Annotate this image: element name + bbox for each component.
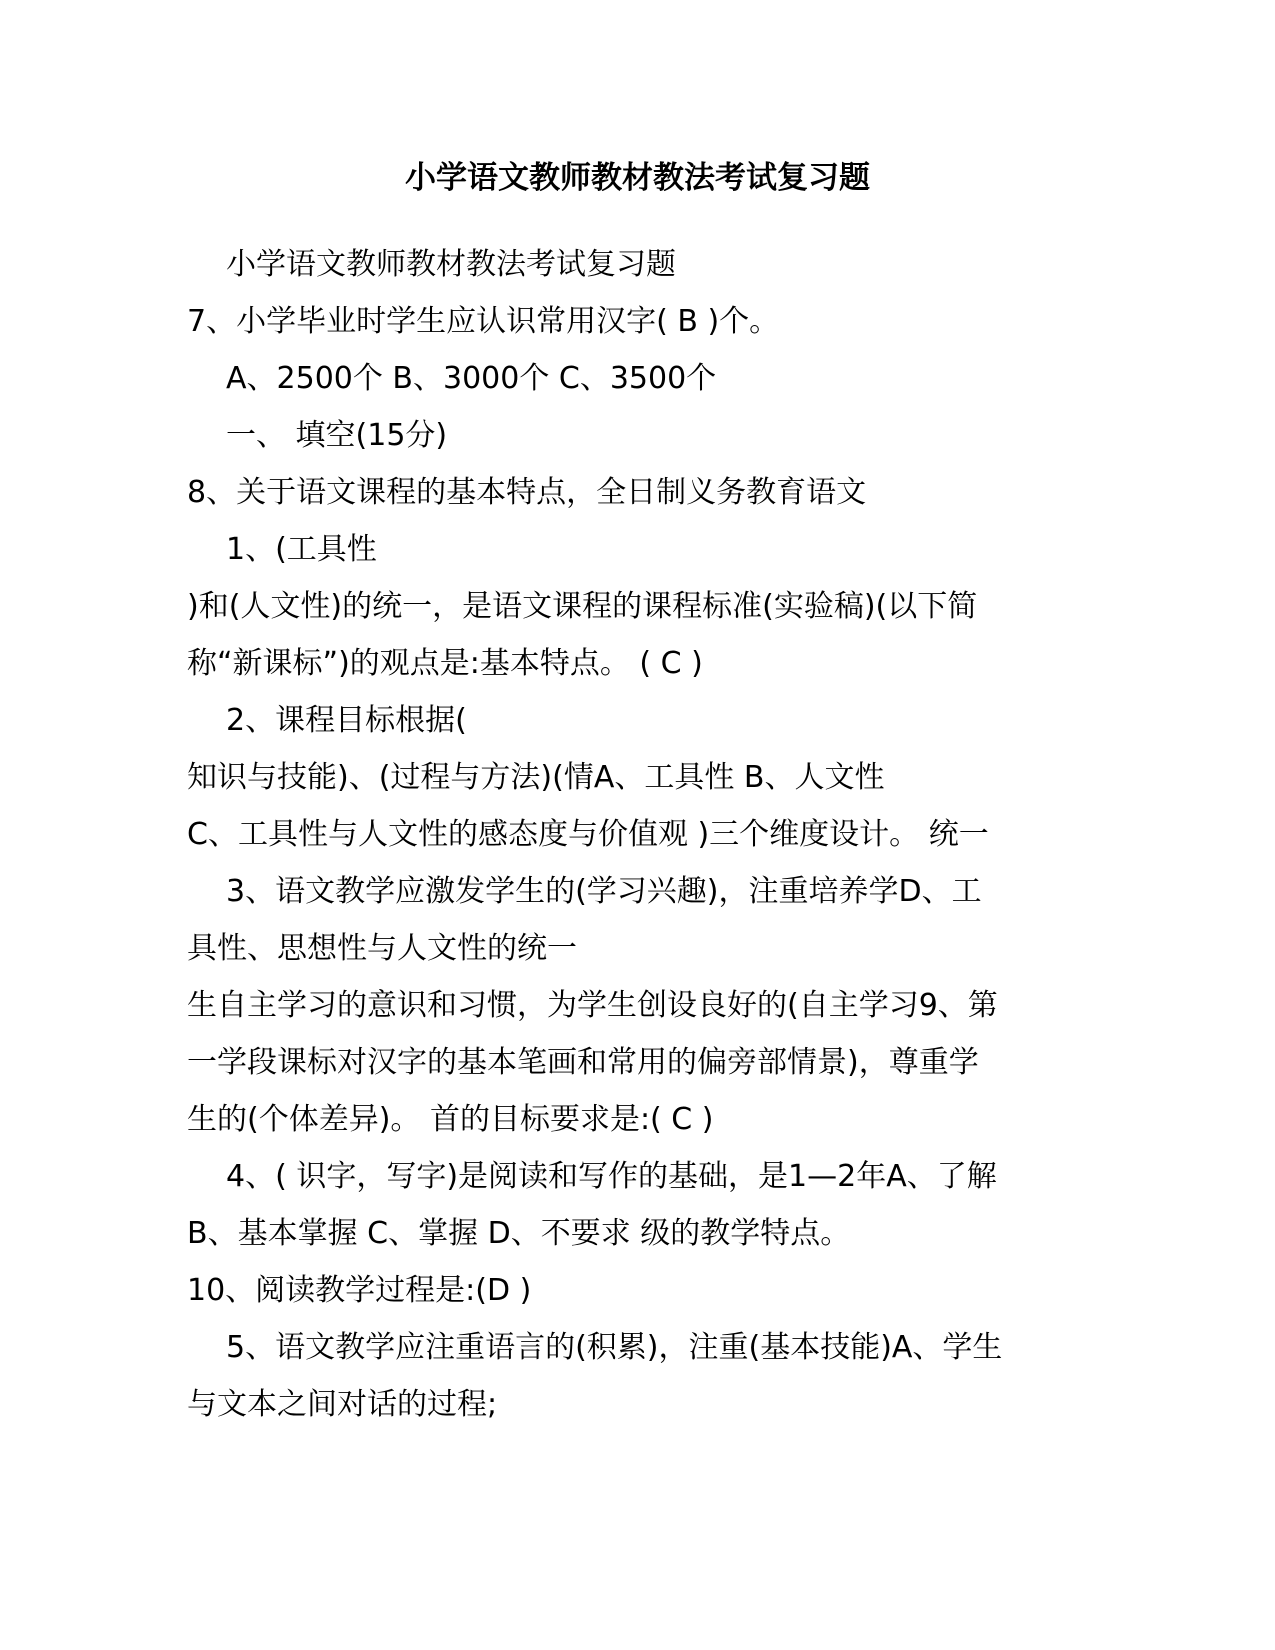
text-line: 与文本之间对话的过程; xyxy=(187,1387,498,1422)
document-title: 小学语文教师教材教法考试复习题 xyxy=(405,160,870,196)
text-line: 小学语文教师教材教法考试复习题 xyxy=(226,247,676,282)
text-line: 8、关于语文课程的基本特点，全日制义务教育语文 xyxy=(187,475,867,510)
text-line: B、基本掌握 C、掌握 D、不要求 级的教学特点。 xyxy=(187,1216,851,1251)
text-line: )和(人文性)的统一，是语文课程的课程标准(实验稿)(以下简 xyxy=(187,589,978,624)
text-line: 2、课程目标根据( xyxy=(226,703,467,738)
text-line: 生自主学习的意识和习惯，为学生创设良好的(自主学习9、第 xyxy=(187,988,998,1023)
text-line: A、2500个 B、3000个 C、3500个 xyxy=(226,361,717,396)
text-line: 一、 填空(15分) xyxy=(226,418,448,453)
text-line: 具性、思想性与人文性的统一 xyxy=(187,931,577,966)
text-line: 知识与技能)、(过程与方法)(情A、工具性 B、人文性 xyxy=(187,760,885,795)
text-line: 称“新课标”)的观点是:基本特点。 ( C ) xyxy=(187,646,703,681)
text-line: 5、语文教学应注重语言的(积累)，注重(基本技能)A、学生 xyxy=(226,1330,1003,1365)
text-line: C、工具性与人文性的感态度与价值观 )三个维度设计。 统一 xyxy=(187,817,989,852)
text-line: 3、语文教学应激发学生的(学习兴趣)，注重培养学D、工 xyxy=(226,874,982,909)
text-line: 4、( 识字，写字)是阅读和写作的基础，是1—2年A、了解 xyxy=(226,1159,997,1194)
document-body xyxy=(187,236,1087,1433)
text-line: 7、小学毕业时学生应认识常用汉字( B )个。 xyxy=(187,304,780,339)
text-line: 一学段课标对汉字的基本笔画和常用的偏旁部情景)，尊重学 xyxy=(187,1045,979,1080)
text-line: 生的(个体差异)。 首的目标要求是:( C ) xyxy=(187,1102,714,1137)
text-line: 1、(工具性 xyxy=(226,532,377,567)
text-line: 10、阅读教学过程是:(D ) xyxy=(187,1273,532,1308)
